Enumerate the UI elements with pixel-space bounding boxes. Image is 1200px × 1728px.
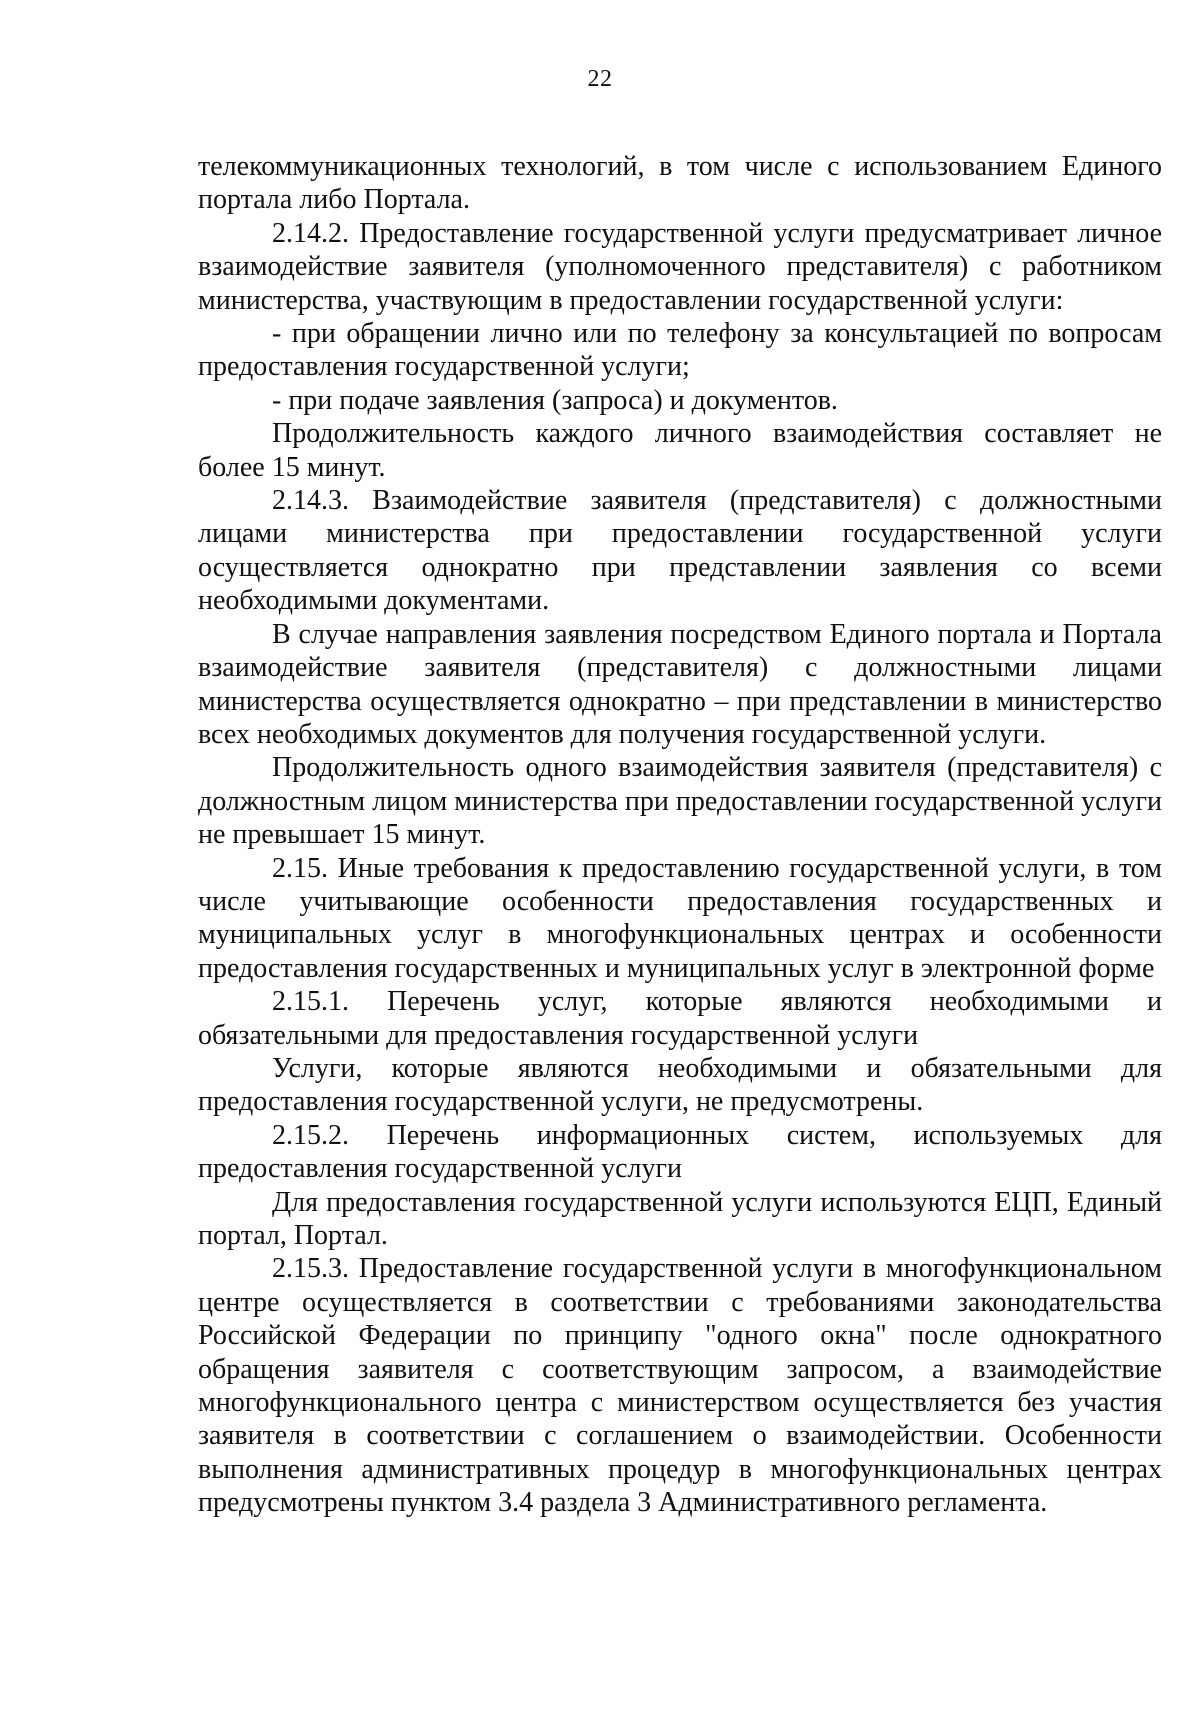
paragraph-2-15-2-text: Для предоставления государственной услуги используются ЕЦП, Единый портал, Портал. xyxy=(198,1186,1162,1251)
paragraph-2-14-2: 2.14.2. Предоставление государственной услуги предусматривает личное взаимодействие заявителя (уполномоченного представителя) с работником министерства, участвующим в предоставлении государственной услуги: xyxy=(198,217,1162,316)
paragraph-duration-personal: Продолжительность каждого личного взаимодействия составляет не более 15 минут. xyxy=(198,418,1162,483)
paragraph-portal-case: В случае направления заявления посредством Единого портала и Портала взаимодействие заявителя (представителя) с должностными лицами министерства осуществляется однократно – при представлении в министерство всех необходимых документов для получения государственной услуги. xyxy=(198,618,1162,750)
paragraph-list-item-submission: - при подаче заявления (запроса) и документов. xyxy=(272,384,838,416)
paragraph-2-15-1-text: Услуги, которые являются необходимыми и обязательными для предоставления государственной услуги, не предусмотрены. xyxy=(198,1052,1162,1118)
paragraph-2-15-3: 2.15.3. Предоставление государственной услуги в многофункциональном центре осуществляется в соответствии с требованиями законодательства Российской Федерации по принципу "одного окна" после однократного обращения заявителя с соответствующим запросом, а взаимодействие многофункционального центра с министерством осуществляется без участия заявителя в соответствии с соглашением о взаимодействии. Особенности выполнения административных процедур в многофункциональных центрах предусмотрены пунктом 3.4 раздела 3 Административного регламента. xyxy=(198,1253,1162,1519)
paragraph-list-item-consultation: - при обращении лично или по телефону за консультацией по вопросам предоставления государственной услуги; xyxy=(198,318,1162,383)
paragraph-continuation: телекоммуникационных технологий, в том числе с использованием Единого портала либо Портала. xyxy=(198,151,1162,216)
document-body xyxy=(198,150,1162,1520)
paragraph-2-14-3: 2.14.3. Взаимодействие заявителя (представителя) с должностными лицами министерства при предоставлении государственной услуги осуществляется однократно при представлении заявления со всеми необходимыми документами. xyxy=(198,485,1162,617)
paragraph-2-15-1-heading: 2.15.1. Перечень услуг, которые являются необходимыми и обязательными для предоставления государственной услуги xyxy=(198,986,1162,1051)
page-number: 22 xyxy=(587,66,613,92)
paragraph-duration-single: Продолжительность одного взаимодействия заявителя (представителя) с должностным лицом министерства при предоставлении государственной услуги не превышает 15 минут. xyxy=(198,752,1162,851)
paragraph-2-15-heading: 2.15. Иные требования к предоставлению государственной услуги, в том числе учитывающие особенности предоставления государственных и муниципальных услуг в многофункциональных центрах и особенности предоставления государственных и муниципальных услуг в электронной форме xyxy=(198,852,1162,984)
paragraph-2-15-2-heading: 2.15.2. Перечень информационных систем, используемых для предоставления государственной услуги xyxy=(198,1119,1162,1185)
